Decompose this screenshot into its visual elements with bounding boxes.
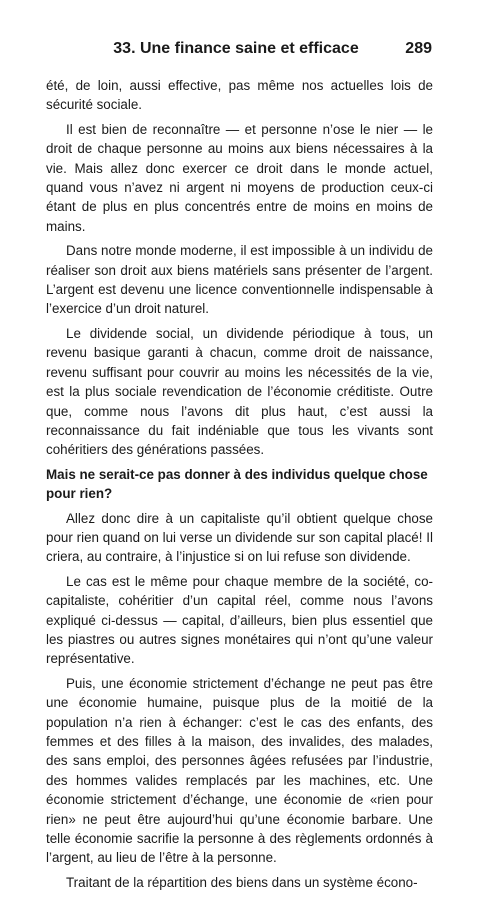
paragraph: Il est bien de reconnaître — et personne n’ose le nier — le droit de chaque personne au moins aux biens nécessaires à la vie. Mais allez donc exercer ce droit dans le monde actuel, quand vous n’avez ni argent ni moyens de production ceux-ci étant de plus en plus concentrés entre de moins en moins de mains. <box>46 121 433 234</box>
paragraph: Le dividende social, un dividende périodique à tous, un revenu basique garanti à chacun, comme droit de naissance, revenu suffisant pour couvrir au moins les nécessités de la vie, est la plus sociale revendication de l’économie créditiste. Outre que, comme nous l’avons dit plus haut, c’est aussi la reconnaissance du fait indéniable que tous les vivants sont cohéritiers des générations passées. <box>46 325 433 458</box>
paragraph-continuation: été, de loin, aussi effective, pas même nos actuelles lois de sécurité sociale. <box>46 78 433 113</box>
paragraph: Le cas est le même pour chaque membre de la société, co-capitaliste, cohéritier d’un capital réel, comme nous l’avons expliqué ci-dessus — capital, d’ailleurs, bien plus essentiel que les piastres ou autres signes monétaires qui n’ont qu’une valeur représentative. <box>46 573 433 667</box>
paragraph: Dans notre monde moderne, il est impossible à un individu de réaliser son droit aux biens matériels sans présenter de l’argent. L’argent est devenu une licence conventionnelle indispensable à l’exercice d’un droit naturel. <box>46 243 433 317</box>
section-subheading: Mais ne serait-ce pas donner à des individus quelque chose pour rien? <box>46 466 428 502</box>
running-head <box>86 38 432 62</box>
body-text <box>46 76 433 897</box>
paragraph: Allez donc dire à un capitaliste qu’il obtient quelque chose pour rien quand on lui verse un dividende sur son capital placé! Il criera, au contraire, à l’injustice si on lui refuse son dividende. <box>46 510 433 565</box>
paragraph: Traitant de la répartition des biens dans un système écono- <box>66 874 418 890</box>
paragraph: Puis, une économie strictement d’échange ne peut pas être une économie humaine, puisque plus de la moitié de la population n’a rien à échanger: c’est le cas des enfants, des femmes et des filles à la maison, des invalides, des malades, des sans emploi, des personnes âgées refusées par l’industrie, des hommes valides remplacés par les machines, etc. Une économie strictement d’échange, une économie de «rien pour rien» ne peut être aujourd’hui qu’une économie barbare. Une telle économie sacrifie la personne à des règlements ordonnés à l’argent, au lieu de l’être à la personne. <box>46 675 433 866</box>
page-number: 289 <box>405 40 432 57</box>
chapter-title: 33. Une finance saine et efficace <box>113 40 359 57</box>
